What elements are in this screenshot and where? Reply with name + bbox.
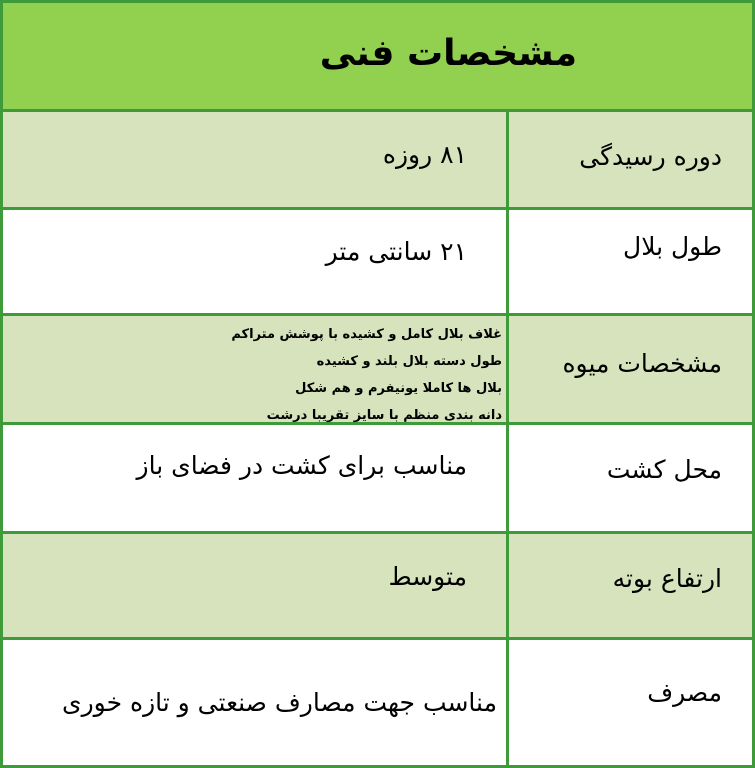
row-value: ۲۱ سانتی متر: [325, 237, 467, 266]
table-row-usage: [3, 640, 752, 765]
table-header: [3, 3, 752, 112]
row-value: مناسب جهت مصارف صنعتی و تازه خوری: [62, 688, 497, 717]
list-item: طول دسته بلال بلند و کشیده: [316, 354, 502, 369]
list-item: غلاف بلال کامل و کشیده با پوشش متراکم: [231, 327, 502, 342]
column-divider: [506, 112, 509, 765]
row-label: مشخصات میوه: [562, 349, 722, 378]
fruit-specs-list: [231, 321, 502, 429]
row-label: دوره رسیدگی: [579, 142, 722, 171]
table-row-fruit-specs: [3, 316, 752, 425]
page-title: مشخصات فنی: [319, 33, 577, 74]
table-row-ear-length: [3, 210, 752, 316]
list-item: بلال ها کاملا یونیفرم و هم شکل: [295, 381, 502, 396]
row-label: طول بلال: [623, 232, 722, 261]
row-value: مناسب برای کشت در فضای باز: [136, 451, 467, 480]
list-item: دانه بندی منظم با سایز تقریبا درشت: [266, 408, 502, 423]
row-value: ۸۱ روزه: [382, 140, 467, 169]
table-row-ripening: [3, 112, 752, 210]
row-value: متوسط: [388, 562, 467, 591]
table-row-plant-height: [3, 534, 752, 640]
row-label: مصرف: [647, 678, 722, 707]
row-label: ارتفاع بوته: [612, 564, 722, 593]
table-row-cultivation-site: [3, 425, 752, 534]
row-label: محل کشت: [606, 455, 722, 484]
